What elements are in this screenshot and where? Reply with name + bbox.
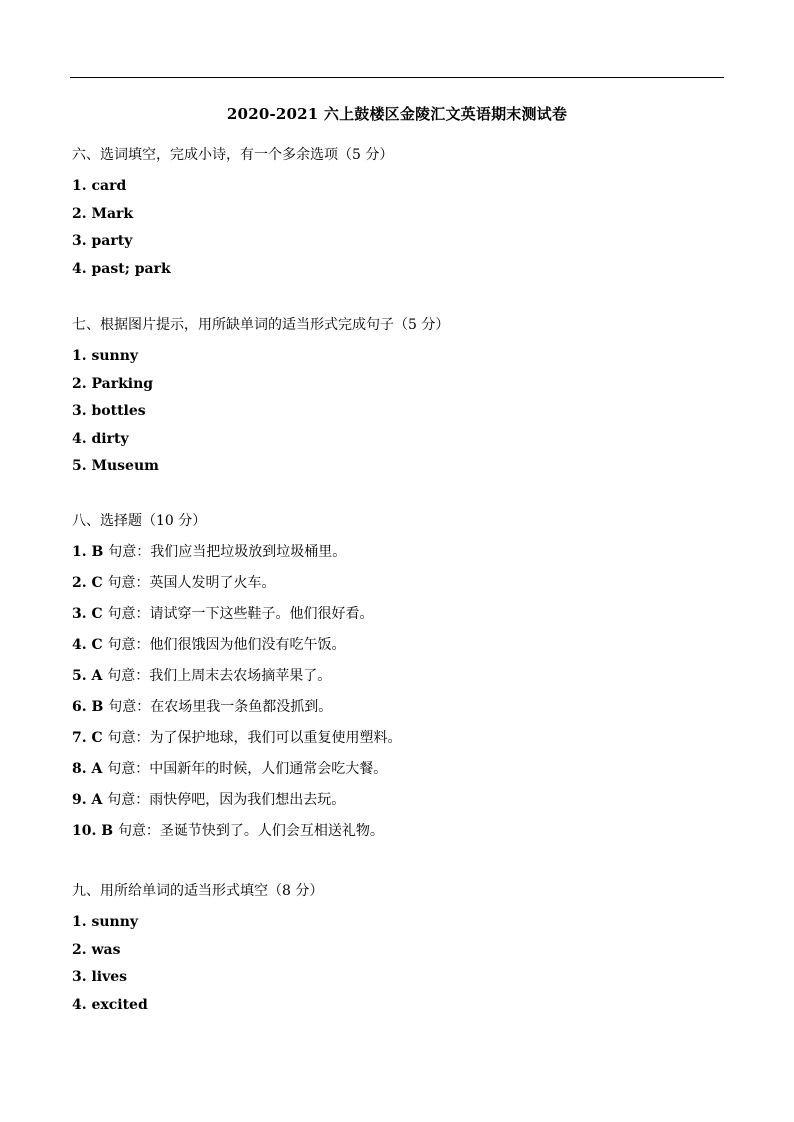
answer-item: 1. card xyxy=(72,178,127,194)
answer-item: 5. Museum xyxy=(72,458,159,474)
answer-meaning: 句意：英国人发明了火车。 xyxy=(107,575,276,591)
answer-item: 1. sunny xyxy=(72,348,139,364)
mc-answer-item xyxy=(72,543,732,561)
mc-answer-item xyxy=(72,636,732,654)
mc-answer-item xyxy=(72,729,732,747)
answer-item: 2. Mark xyxy=(72,205,134,222)
section-nine xyxy=(72,882,732,1023)
mc-answer-item xyxy=(72,822,732,840)
answer-item: 2. was xyxy=(72,941,121,958)
document-title: 2020-2021 六上鼓楼区金陵汇文英语期末测试卷 xyxy=(226,105,568,123)
answer-label: 9. A xyxy=(72,792,108,808)
mc-answer-item xyxy=(72,667,732,685)
section-heading: 八、选择题（10 分） xyxy=(72,513,207,529)
answer-label: 1. B xyxy=(72,544,109,560)
answer-label: 6. B xyxy=(72,699,109,715)
mc-answer-item xyxy=(72,791,732,809)
answer-meaning: 句意：我们上周末去农场摘苹果了。 xyxy=(107,668,332,684)
answer-meaning: 句意：请试穿一下这些鞋子。他们很好看。 xyxy=(107,606,374,622)
mc-answer-item xyxy=(72,698,732,716)
answer-item: 1. sunny xyxy=(72,914,139,930)
section-six xyxy=(72,146,732,287)
answer-label: 2. C xyxy=(72,575,108,591)
section-eight xyxy=(72,512,732,853)
answer-label: 7. C xyxy=(72,730,108,746)
answer-meaning: 句意：我们应当把垃圾放到垃圾桶里。 xyxy=(108,544,347,560)
answer-item: 2. Parking xyxy=(72,375,154,392)
answer-label: 10. B xyxy=(72,823,118,839)
answer-item: 4. past; park xyxy=(72,260,171,277)
answer-meaning: 句意：圣诞节快到了。人们会互相送礼物。 xyxy=(117,823,384,839)
section-heading: 九、用所给单词的适当形式填空（8 分） xyxy=(72,883,324,899)
answer-meaning: 句意：为了保护地球，我们可以重复使用塑料。 xyxy=(107,730,402,746)
answer-label: 4. C xyxy=(72,637,108,653)
section-heading: 六、选词填空，完成小诗，有一个多余选项（5 分） xyxy=(72,147,394,163)
answer-meaning: 句意：中国新年的时候，人们通常会吃大餐。 xyxy=(107,761,388,777)
mc-answer-item xyxy=(72,760,732,778)
section-heading: 七、根据图片提示，用所缺单词的适当形式完成句子（5 分） xyxy=(72,317,450,333)
answer-item: 3. party xyxy=(72,233,133,249)
section-seven xyxy=(72,316,732,485)
answer-label: 3. C xyxy=(72,606,108,622)
answer-item: 4. excited xyxy=(72,996,148,1013)
answer-label: 8. A xyxy=(72,761,108,777)
answer-item: 3. lives xyxy=(72,969,128,985)
answer-item: 3. bottles xyxy=(72,403,146,419)
header-rule xyxy=(70,77,724,78)
answer-meaning: 句意：在农场里我一条鱼都没抓到。 xyxy=(108,699,333,715)
answer-label: 5. A xyxy=(72,668,108,684)
mc-answer-item xyxy=(72,605,732,623)
answer-meaning: 句意：雨快停吧，因为我们想出去玩。 xyxy=(107,792,346,808)
answer-meaning: 句意：他们很饿因为他们没有吃午饭。 xyxy=(107,637,346,653)
answer-item: 4. dirty xyxy=(72,430,129,447)
mc-answer-item xyxy=(72,574,732,592)
